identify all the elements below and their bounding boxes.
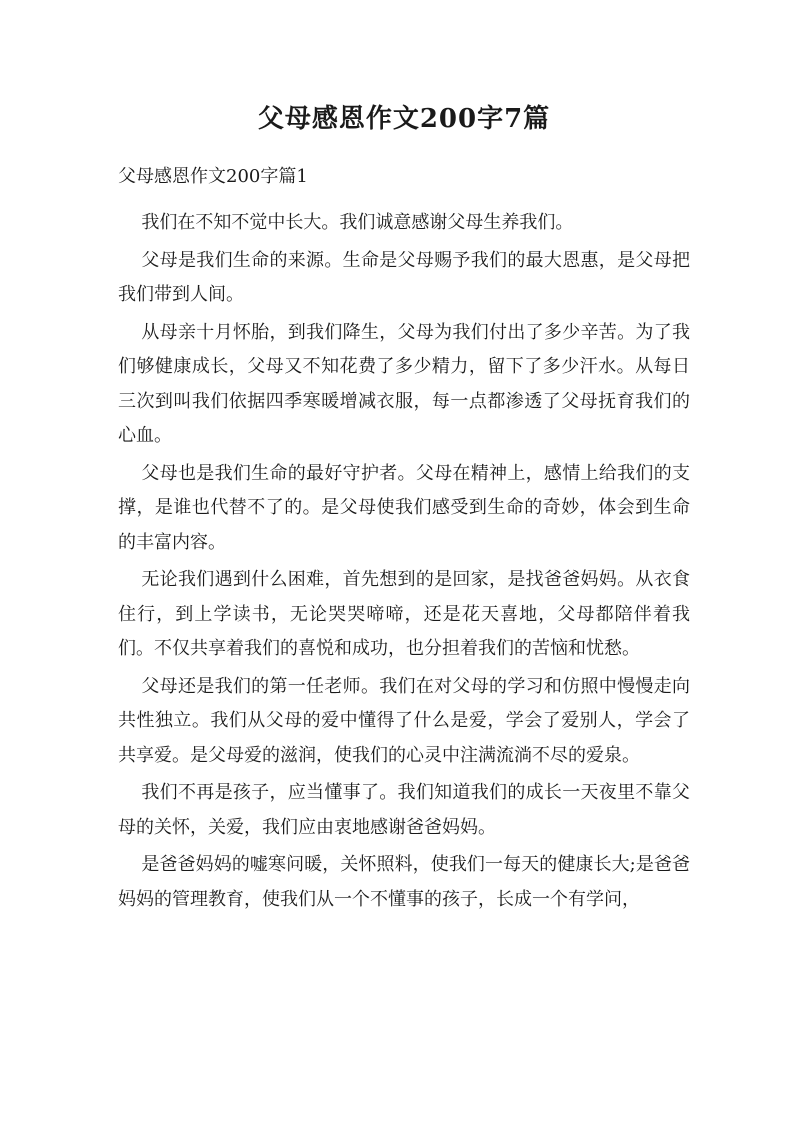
section-subtitle: 父母感恩作文200字篇1 [118,166,308,187]
document-body [118,206,690,917]
paragraph: 我们不再是孩子，应当懂事了。我们知道我们的成长一天夜里不靠父母的关怀，关爱，我们应由衷地感谢爸爸妈妈。 [118,782,690,838]
paragraph: 父母也是我们生命的最好守护者。父母在精神上，感情上给我们的支撑，是谁也代替不了的。是父母使我们感受到生命的奇妙，体会到生命的丰富内容。 [118,462,690,553]
paragraph: 父母还是我们的第一任老师。我们在对父母的学习和仿照中慢慢走向共性独立。我们从父母的爱中懂得了什么是爱，学会了爱别人，学会了共享爱。是父母爱的滋润，使我们的心灵中注满流淌不尽的爱泉。 [118,675,690,766]
paragraph: 是爸爸妈妈的嘘寒问暖，关怀照料，使我们一每天的健康长大;是爸爸妈妈的管理教育，使我们从一个不懂事的孩子，长成一个有学问， [118,854,690,910]
paragraph: 从母亲十月怀胎，到我们降生，父母为我们付出了多少辛苦。为了我们够健康成长，父母又不知花费了多少精力，留下了多少汗水。从每日三次到叫我们依据四季寒暖增减衣服，每一点都渗透了父母抚育我们的心血。 [118,321,690,446]
paragraph: 父母是我们生命的来源。生命是父母赐予我们的最大恩惠，是父母把我们带到人间。 [118,249,690,305]
document-title: 父母感恩作文200字7篇 [257,104,551,134]
paragraph: 我们在不知不觉中长大。我们诚意感谢父母生养我们。 [141,212,574,233]
paragraph: 无论我们遇到什么困难，首先想到的是回家，是找爸爸妈妈。从衣食住行，到上学读书，无论哭哭啼啼，还是花天喜地，父母都陪伴着我们。不仅共享着我们的喜悦和成功，也分担着我们的苦恼和忧愁。 [118,569,690,659]
